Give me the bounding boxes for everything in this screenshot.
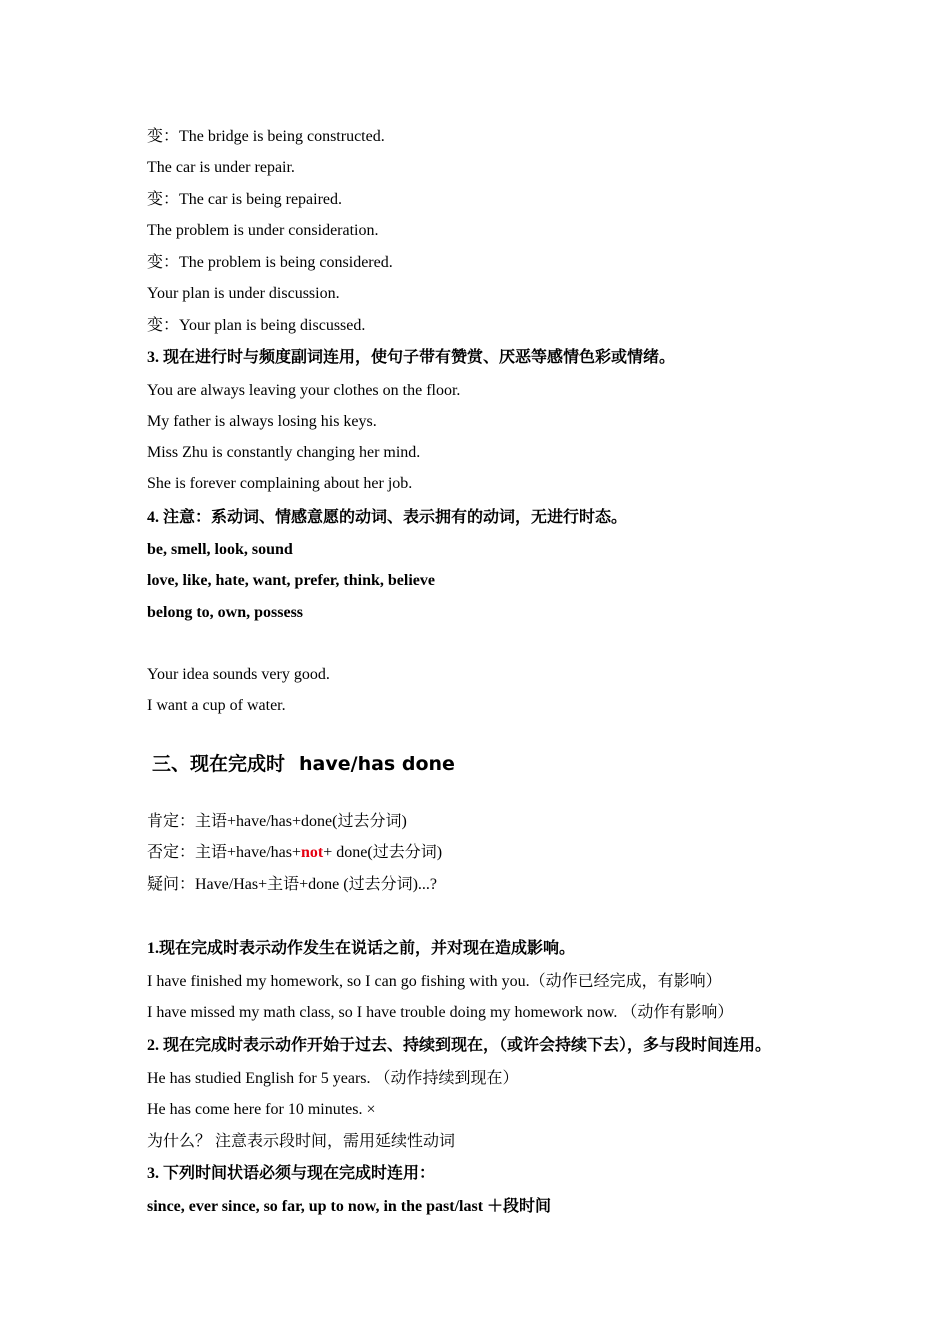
example-finished-homework: I have finished my homework, so I can go fishing with you.（动作已经完成，有影响） (147, 973, 722, 990)
note-why-durative: 为什么？ 注意表示段时间，需用延续性动词 (147, 1133, 456, 1150)
verb-list-linking: be, smell, look, sound (147, 541, 293, 558)
form-affirmative: 肯定：主语+have/has+done(过去分词) (147, 813, 407, 830)
text-line-car-passive: 变：The car is being repaired. (147, 191, 343, 208)
form-negative-prefix: 否定：主语+have/has+ (147, 844, 302, 861)
example-missed-math: I have missed my math class, so I have trouble doing my homework now. （动作有影响） (147, 1004, 734, 1021)
form-negative-not: not (301, 844, 324, 861)
verb-list-possession: belong to, own, possess (147, 604, 304, 621)
example-idea-sounds: Your idea sounds very good. (147, 666, 330, 683)
form-question: 疑问：Have/Has+主语+done (过去分词)...? (147, 876, 437, 893)
example-cup-water: I want a cup of water. (147, 697, 286, 714)
form-negative (147, 843, 442, 863)
section-heading-cn: 三、现在完成时 (152, 753, 286, 775)
section-heading-en: have/has done (299, 753, 455, 775)
rule-heading-1-past-effect: 1.现在完成时表示动作发生在说话之前，并对现在造成影响。 (147, 940, 576, 957)
example-studied-english: He has studied English for 5 years. （动作持续到现在） (147, 1070, 519, 1087)
text-line-plan-discussion: Your plan is under discussion. (147, 285, 340, 302)
example-father-keys: My father is always losing his keys. (147, 413, 377, 430)
rule-heading-3-frequency-adverbs: 3. 现在进行时与频度副词连用，使句子带有赞赏、厌恶等感情色彩或情绪。 (147, 349, 676, 366)
text-line-car-repair: The car is under repair. (147, 159, 295, 176)
text-line-problem-consideration: The problem is under consideration. (147, 222, 379, 239)
example-come-here-wrong: He has come here for 10 minutes. × (147, 1101, 376, 1118)
section-heading-present-perfect (152, 752, 455, 776)
text-line-bridge-passive: 变：The bridge is being constructed. (147, 128, 385, 145)
verb-list-emotion: love, like, hate, want, prefer, think, believe (147, 572, 435, 589)
text-line-plan-passive: 变：Your plan is being discussed. (147, 317, 366, 334)
form-negative-suffix: + done(过去分词) (323, 844, 443, 861)
rule-heading-4-no-progressive: 4. 注意：系动词、情感意愿的动词、表示拥有的动词，无进行时态。 (147, 509, 628, 526)
time-adverbial-list: since, ever since, so far, up to now, in the past/last ＋段时间 (147, 1198, 552, 1215)
example-clothes-floor: You are always leaving your clothes on the floor. (147, 382, 461, 399)
text-line-problem-passive: 变：The problem is being considered. (147, 254, 393, 271)
example-miss-zhu: Miss Zhu is constantly changing her mind. (147, 444, 421, 461)
example-complaining-job: She is forever complaining about her job. (147, 475, 413, 492)
rule-heading-3-time-adverbials: 3. 下列时间状语必须与现在完成时连用： (147, 1165, 436, 1182)
rule-heading-2-continuing: 2. 现在完成时表示动作开始于过去、持续到现在，（或许会持续下去），多与段时间连用。 (147, 1037, 772, 1054)
